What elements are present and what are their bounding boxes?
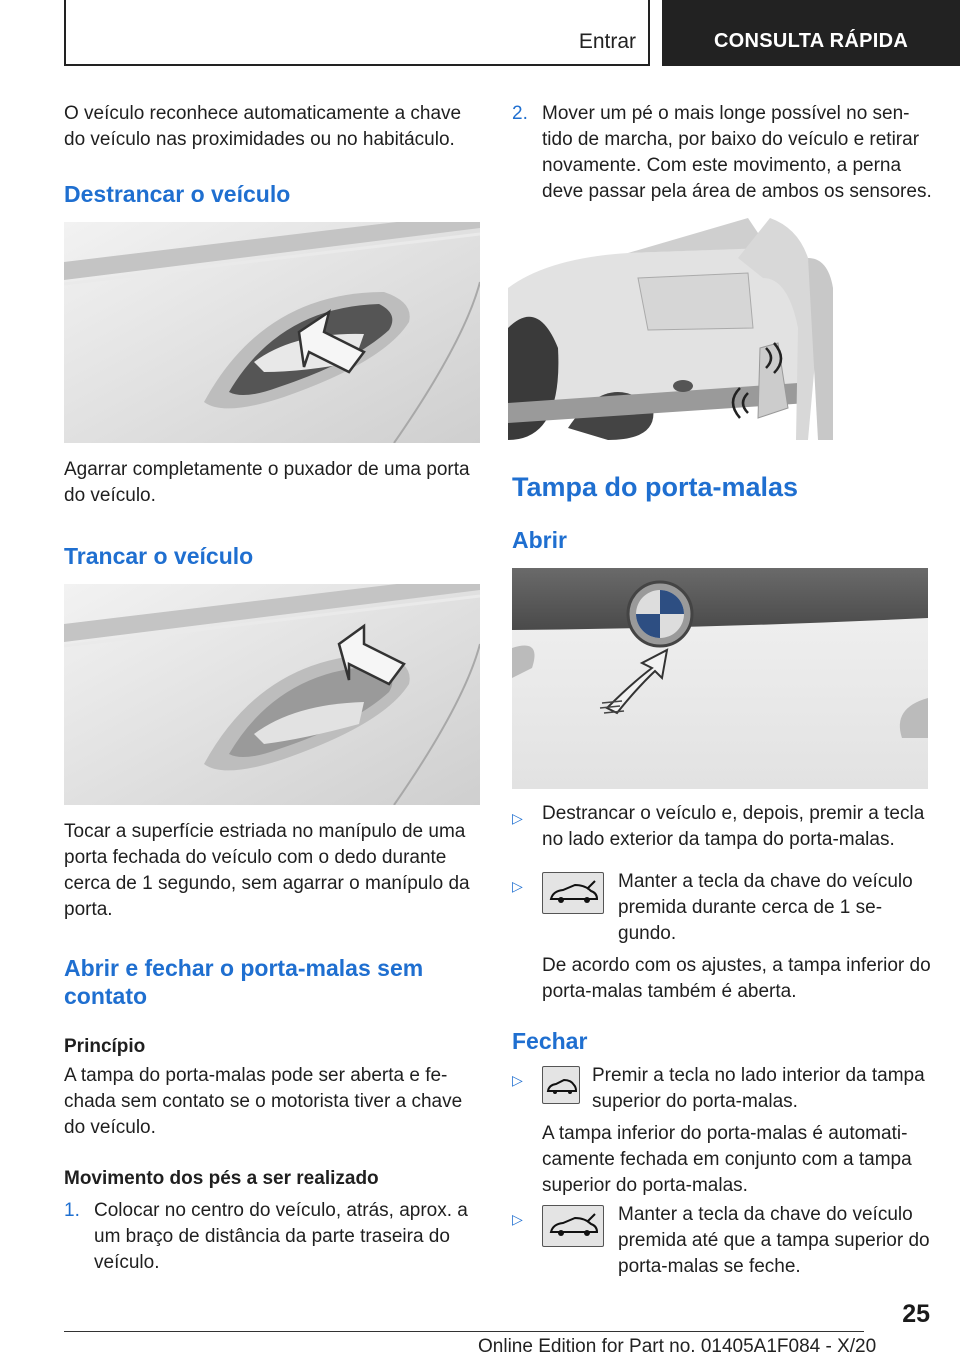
bullet-marker: ▷ [512, 810, 523, 826]
bullet-marker: ▷ [512, 1211, 523, 1227]
header-section-title: Entrar [578, 30, 636, 53]
tailgate-button-icon [542, 1066, 580, 1104]
door-handle-unlock-illustration [64, 222, 480, 443]
header-tab [662, 0, 960, 66]
open-item-1 [512, 801, 932, 861]
step-2-number: 2. [512, 103, 528, 124]
contactless-heading: Abrir e fechar o porta-malas sem contato [64, 955, 424, 1009]
page-number: 25 [902, 1300, 930, 1328]
header-tab-label: CONSULTA RÁPIDA [713, 30, 909, 52]
close-item-1-text: Premir a tecla no lado interior da tampa superior do porta-malas. [592, 1065, 925, 1112]
door-handle-lock-illustration [64, 584, 480, 805]
tailgate-heading: Tampa do porta-malas [512, 472, 799, 502]
car-key-icon [542, 872, 604, 914]
close-note: A tampa inferior do porta-malas é automati-camente fechada em conjunto com a tampa superior do porta-malas. [542, 1123, 912, 1196]
lock-caption: Tocar a superfície estriada no manípulo de uma porta fechada do veículo com o dedo durante cerca de 1 segundo, sem agarrar o manípulo da porta. [64, 821, 470, 920]
close-heading: Fechar [512, 1028, 588, 1054]
principle-heading: Princípio [64, 1036, 146, 1057]
step-1-text: Colocar no centro do veículo, atrás, aprox. a um braço de distância da parte traseira do veículo. [94, 1200, 468, 1273]
open-heading: Abrir [512, 527, 567, 553]
intro-paragraph: O veículo reconhece automaticamente a chave do veículo nas proximidades ou no habitáculo. [64, 103, 462, 150]
step-1-number: 1. [64, 1200, 80, 1221]
bullet-marker: ▷ [512, 1072, 523, 1088]
step-1 [64, 1198, 484, 1273]
footer-rule [64, 1331, 864, 1332]
lock-heading: Trancar o veículo [64, 543, 254, 569]
open-note: De acordo com os ajustes, a tampa inferior do porta-malas também é aberta. [542, 955, 931, 1002]
unlock-caption: Agarrar completamente o puxador de uma porta do veículo. [64, 459, 470, 506]
car-key-icon [542, 1205, 604, 1247]
step-2-text: Mover um pé o mais longe possível no sen-tido de marcha, por baixo do veículo e retirar novamente. Com este movimento, a perna deve passar pela área de ambos os sensores. [542, 103, 932, 202]
unlock-heading: Destrancar o veículo [64, 181, 291, 207]
close-item-2 [512, 1202, 932, 1282]
close-item-2-text: Manter a tecla da chave do veículo premida até que a tampa superior do porta-malas se feche. [618, 1204, 930, 1277]
step-2 [512, 101, 932, 202]
open-item-1-text: Destrancar o veículo e, depois, premir a tecla no lado exterior da tampa do porta-malas. [542, 803, 925, 850]
principle-text: A tampa do porta-malas pode ser aberta e fe-chada sem contato se o motorista tiver a chave do veículo. [64, 1065, 463, 1138]
foot-sensor-illustration [508, 218, 844, 440]
close-item-1 [512, 1063, 932, 1115]
movement-heading: Movimento dos pés a ser realizado [64, 1168, 379, 1189]
footer-edition: Online Edition for Part no. 01405A1F084 - X/20 [478, 1336, 877, 1357]
open-item-2-text [618, 869, 934, 947]
open-item-2 [512, 869, 932, 949]
tailgate-button-illustration [512, 568, 928, 789]
bullet-marker: ▷ [512, 878, 523, 894]
open-item-2-label: Manter a tecla da chave do veículo premida durante cerca de 1 se-gundo. [618, 871, 913, 944]
